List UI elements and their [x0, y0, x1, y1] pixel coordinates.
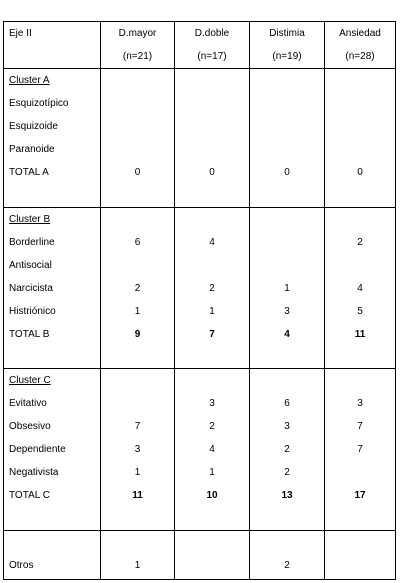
cluster-title: Cluster B — [9, 214, 51, 225]
row-label: Histriónico — [9, 306, 56, 317]
cell-value — [101, 92, 174, 115]
cell-value: 7 — [357, 444, 363, 455]
cluster-a-distimia — [250, 69, 325, 208]
column-n: (n=21) — [122, 51, 153, 62]
column-name: Distimia — [269, 28, 305, 39]
cluster-a-ansiedad — [325, 69, 396, 208]
total-value: 9 — [134, 329, 141, 340]
cell-value: 3 — [284, 421, 290, 432]
cell-value — [250, 138, 324, 161]
otros-label-cell — [4, 531, 101, 580]
header-row — [4, 22, 396, 69]
cluster-b-ddoble — [175, 208, 250, 369]
cell-value — [175, 115, 249, 138]
cell-value — [175, 92, 249, 115]
cell-value: 1 — [134, 467, 141, 478]
cell-value — [325, 138, 395, 161]
cell-value — [101, 138, 174, 161]
row-label: Negativista — [9, 467, 59, 478]
total-value: 7 — [209, 329, 215, 340]
header-col-ddoble — [175, 22, 250, 69]
total-label: TOTAL C — [9, 490, 50, 501]
column-name: Ansiedad — [339, 28, 381, 39]
otros-distimia — [250, 531, 325, 580]
cluster-b-distimia — [250, 208, 325, 369]
cell-value: 1 — [134, 560, 141, 571]
cluster-c-ddoble — [175, 369, 250, 531]
cell-value — [250, 254, 324, 277]
cell-value — [250, 231, 324, 254]
cell-value — [325, 92, 395, 115]
otros-ddoble — [175, 531, 250, 580]
otros-section — [4, 531, 396, 580]
cell-value — [325, 461, 395, 484]
cluster-c-section — [4, 369, 396, 531]
header-col-distimia — [250, 22, 325, 69]
row-label: Antisocial — [9, 260, 52, 271]
column-n: (n=19) — [272, 51, 302, 62]
row-label: Evitativo — [9, 398, 47, 409]
header-col-dmayor — [101, 22, 175, 69]
cell-value: 6 — [134, 237, 141, 248]
column-n: (n=17) — [197, 51, 227, 62]
cell-value: 2 — [284, 444, 290, 455]
cell-value: 2 — [209, 421, 215, 432]
header-first-label: Eje II — [9, 28, 32, 39]
total-value: 0 — [284, 167, 290, 178]
cluster-c-dmayor — [101, 369, 175, 531]
total-label: TOTAL B — [9, 329, 50, 340]
total-value: 13 — [281, 490, 293, 501]
row-label: Obsesivo — [9, 421, 51, 432]
row-label: Borderline — [9, 237, 55, 248]
total-value: 0 — [209, 167, 215, 178]
otros-label: Otros — [9, 560, 34, 571]
cell-value: 5 — [357, 306, 363, 317]
total-value: 11 — [132, 490, 143, 501]
cell-value — [175, 254, 249, 277]
cluster-c-ansiedad — [325, 369, 396, 531]
total-value: 0 — [134, 167, 141, 178]
total-value: 17 — [354, 490, 366, 501]
row-label: Narcicista — [9, 283, 53, 294]
cell-value: 7 — [357, 421, 363, 432]
cluster-a-labels — [4, 69, 101, 208]
cell-value: 3 — [209, 398, 215, 409]
cell-value: 2 — [284, 467, 290, 478]
axis-ii-table — [3, 21, 396, 580]
row-label: Paranoide — [9, 144, 55, 155]
cell-value: 7 — [134, 421, 141, 432]
cell-value — [250, 115, 324, 138]
cell-value: 4 — [357, 283, 363, 294]
total-value: 0 — [357, 167, 363, 178]
cell-value — [250, 92, 324, 115]
cluster-b-labels — [4, 208, 101, 369]
cell-value — [175, 554, 249, 577]
cell-value — [101, 254, 174, 277]
row-label: Dependiente — [9, 444, 66, 455]
cluster-c-distimia — [250, 369, 325, 531]
cell-value: 3 — [357, 398, 363, 409]
cell-value — [325, 254, 395, 277]
cell-value: 6 — [284, 398, 290, 409]
cluster-title: Cluster A — [9, 75, 50, 86]
column-name: D.mayor — [118, 28, 157, 39]
cluster-c-labels — [4, 369, 101, 531]
cluster-a-ddoble — [175, 69, 250, 208]
cluster-b-section — [4, 208, 396, 369]
cluster-b-dmayor — [101, 208, 175, 369]
header-col-ansiedad — [325, 22, 396, 69]
cell-value — [325, 115, 395, 138]
column-name: D.doble — [194, 28, 230, 39]
column-n: (n=28) — [345, 51, 375, 62]
cluster-a-dmayor — [101, 69, 175, 208]
row-label: Esquizotípico — [9, 98, 69, 109]
cell-value — [101, 115, 174, 138]
cell-value: 2 — [209, 283, 215, 294]
cell-value: 3 — [284, 306, 290, 317]
cell-value: 2 — [284, 560, 290, 571]
cluster-title: Cluster C — [9, 375, 51, 386]
total-label: TOTAL A — [9, 167, 49, 178]
header-label-cell — [4, 22, 101, 69]
cell-value: 1 — [134, 306, 141, 317]
cell-value: 1 — [209, 467, 215, 478]
cell-value: 1 — [209, 306, 215, 317]
cell-value: 1 — [284, 283, 290, 294]
cell-value — [325, 554, 395, 577]
otros-ansiedad — [325, 531, 396, 580]
cell-value — [175, 138, 249, 161]
cell-value: 2 — [134, 283, 141, 294]
cluster-b-ansiedad — [325, 208, 396, 369]
total-value: 11 — [354, 329, 366, 340]
cell-value — [101, 392, 174, 415]
cell-value: 3 — [134, 444, 141, 455]
otros-dmayor — [101, 531, 175, 580]
cluster-a-section — [4, 69, 396, 208]
cell-value: 4 — [209, 444, 215, 455]
total-value: 4 — [284, 329, 290, 340]
total-value: 10 — [206, 490, 218, 501]
cell-value: 2 — [357, 237, 363, 248]
row-label: Esquizoide — [9, 121, 58, 132]
cell-value: 4 — [209, 237, 215, 248]
